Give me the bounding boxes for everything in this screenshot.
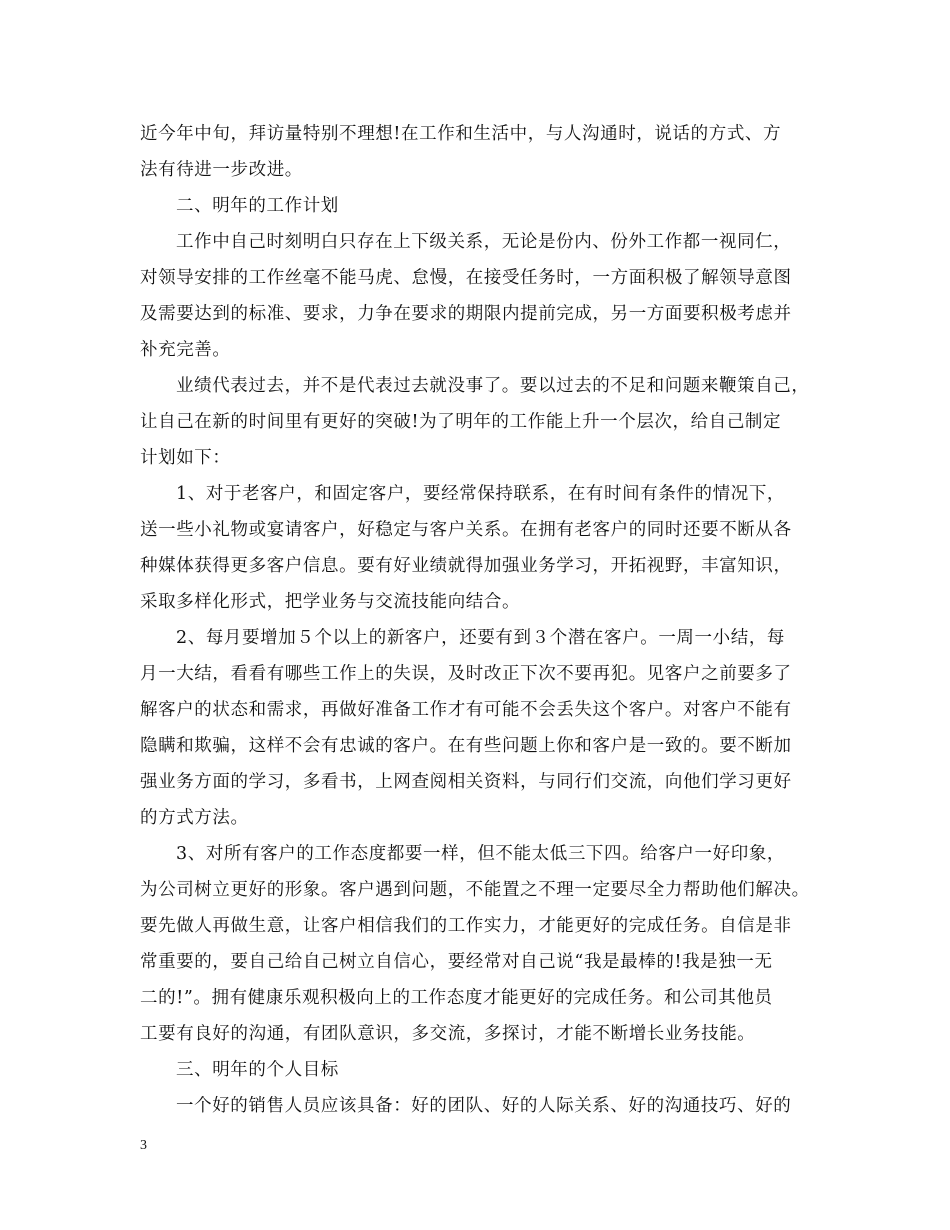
list-item-line: 3、对所有客户的工作态度都要一样，但不能太低三下四。给客户一好印象， [176, 844, 786, 864]
body-text-line: 业绩代表过去，并不是代表过去就没事了。要以过去的不足和问题来鞭策自己， [176, 376, 810, 396]
body-text-line: 二的!”。拥有健康乐观积极向上的工作态度才能更好的完成任务。和公司其他员 [140, 988, 773, 1008]
body-text-line: 隐瞒和欺骗，这样不会有忠诚的客户。在有些问题上你和客户是一致的。要不断加 [140, 736, 792, 756]
body-text-line: 为公司树立更好的形象。客户遇到问题，不能置之不理一定要尽全力帮助他们解决。 [140, 880, 810, 900]
body-text-line: 解客户的状态和需求，再做好准备工作才有可能不会丢失这个客户。对客户不能有 [140, 700, 792, 720]
body-text-line: 要先做人再做生意，让客户相信我们的工作实力，才能更好的完成任务。自信是非 [140, 916, 792, 936]
section-heading: 三、明年的个人目标 [176, 1060, 339, 1080]
body-text-line: 让自己在新的时间里有更好的突破!为了明年的工作能上升一个层次，给自己制定 [140, 412, 782, 432]
body-text-line: 种媒体获得更多客户信息。要有好业绩就得加强业务学习，开拓视野，丰富知识， [140, 556, 792, 576]
body-text-line: 工要有良好的沟通，有团队意识，多交流，多探讨，才能不断增长业务技能。 [140, 1024, 756, 1044]
body-text-line: 采取多样化形式，把学业务与交流技能向结合。 [140, 592, 521, 612]
body-text-line: 的方式方法。 [140, 808, 249, 828]
body-text-line: 法有待进一步改进。 [140, 160, 303, 180]
list-item-line: 1、对于老客户，和固定客户，要经常保持联系，在有时间有条件的情况下， [176, 484, 786, 504]
body-text-line: 近今年中旬，拜访量特别不理想!在工作和生活中，与人沟通时，说话的方式、方 [140, 124, 782, 144]
section-heading: 二、明年的工作计划 [176, 196, 339, 216]
body-text-line: 一个好的销售人员应该具备：好的团队、好的人际关系、好的沟通技巧、好的 [176, 1096, 792, 1116]
body-text-line: 工作中自己时刻明白只存在上下级关系，无论是份内、份外工作都一视同仁， [176, 232, 792, 252]
document-body [140, 116, 816, 1124]
list-item-line: 2、每月要增加５个以上的新客户，还要有到３个潜在客户。一周一小结，每 [176, 628, 786, 648]
body-text-line: 强业务方面的学习，多看书，上网查阅相关资料，与同行们交流，向他们学习更好 [140, 772, 792, 792]
body-text-line: 补充完善。 [140, 340, 231, 360]
body-text-line: 计划如下： [140, 448, 231, 468]
body-text-line: 月一大结，看看有哪些工作上的失误，及时改正下次不要再犯。见客户之前要多了 [140, 664, 792, 684]
body-text-line: 送一些小礼物或宴请客户，好稳定与客户关系。在拥有老客户的同时还要不断从各 [140, 520, 792, 540]
page-number: 3 [140, 1138, 147, 1153]
body-text-line: 及需要达到的标准、要求，力争在要求的期限内提前完成，另一方面要积极考虑并 [140, 304, 792, 324]
body-text-line: 对领导安排的工作丝毫不能马虎、怠慢，在接受任务时，一方面积极了解领导意图 [140, 268, 792, 288]
body-text-line: 常重要的，要自己给自己树立自信心，要经常对自己说“我是最棒的!我是独一无 [140, 952, 773, 972]
